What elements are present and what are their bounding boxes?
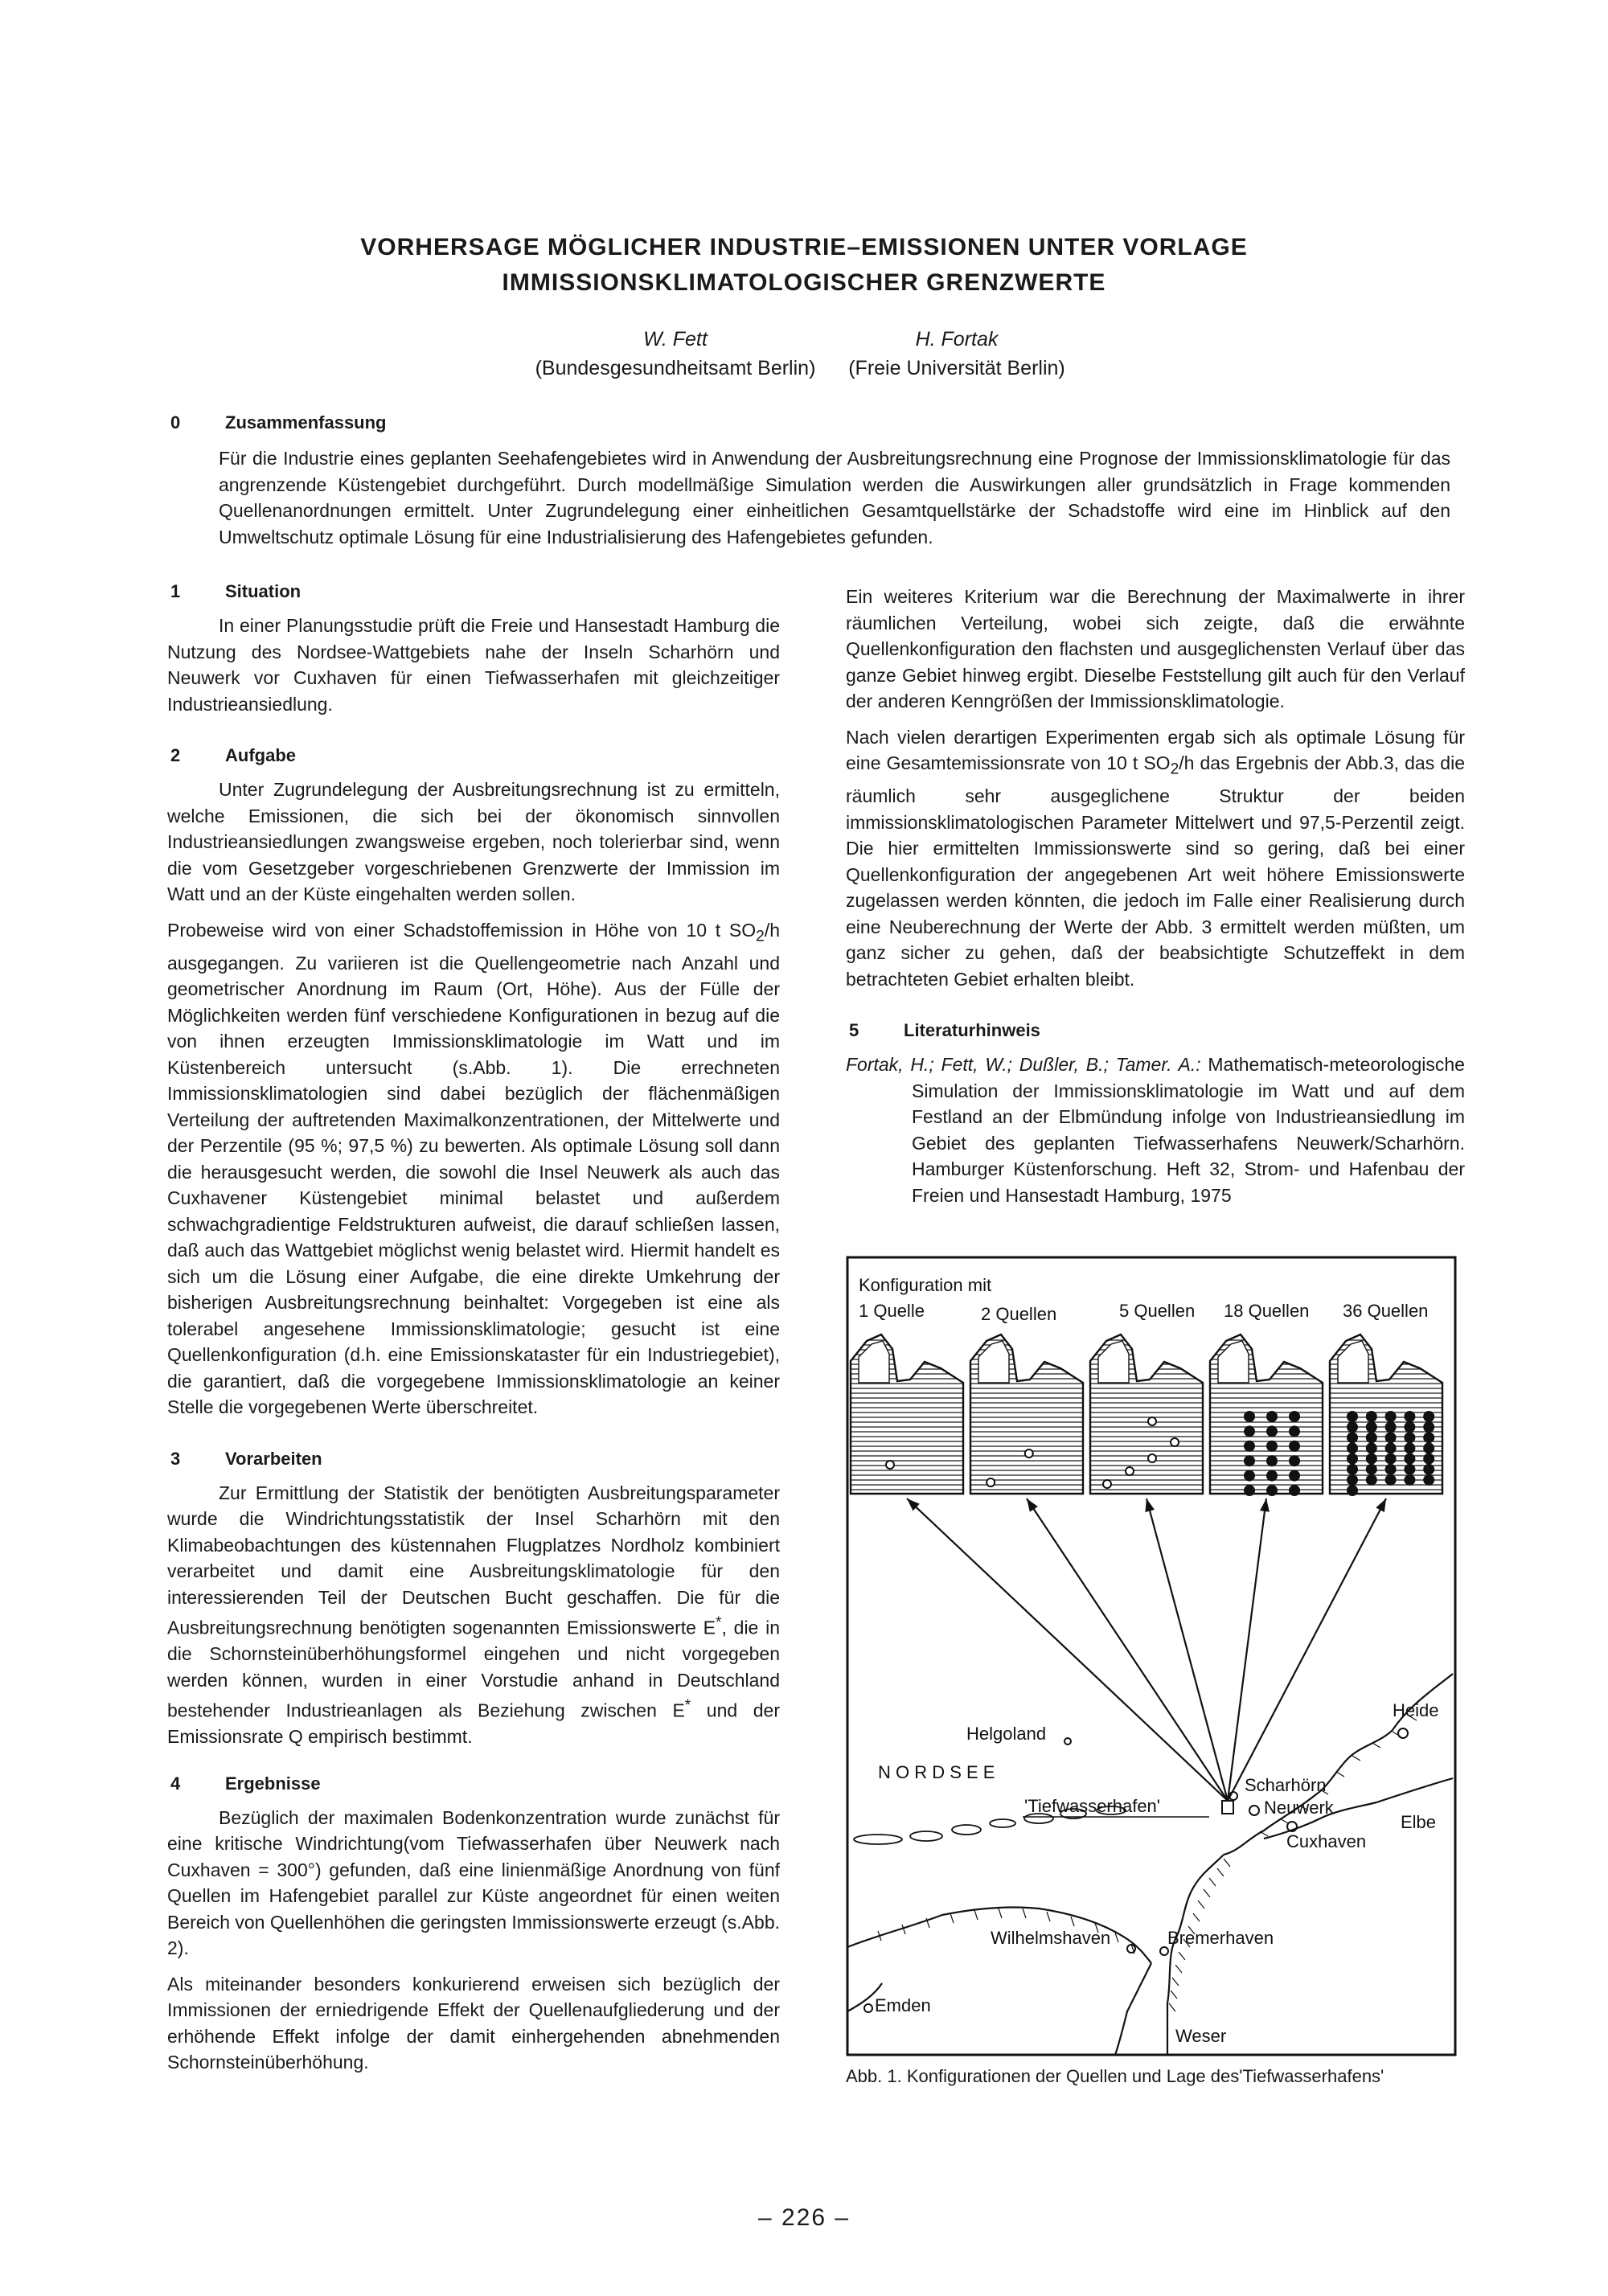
subscript: 2	[1170, 761, 1179, 778]
source-dot	[1424, 1422, 1434, 1432]
label-bremerhaven: Bremerhaven	[1167, 1928, 1274, 1948]
config-panel-1	[851, 1335, 963, 1494]
section-number: 5	[849, 1020, 859, 1041]
abstract-heading	[167, 408, 1450, 437]
arrow-head-2	[1027, 1499, 1038, 1512]
abstract-text: Für die Industrie eines geplanten Seehafengebietes wird in Anwendung der Ausbreitungsrechnung eine Prognose der Immissionsklimatologie für das angrenzende Küstengebiet durchgeführt. Durch modellmäßige Simulation werden die Auswirkungen aller grundsätzlich in Frage kommenden Quellenanordnungen ermittelt. Unter Zugrundelegung einer einheitlichen Gesamtquellstärke der Schadstoffe wird eine im Hinblick auf den Umweltschutz optimale Lösung für eine Industrialisierung des Hafengebietes gefunden.	[219, 448, 1450, 547]
source-dot	[1424, 1465, 1434, 1474]
source-dot	[1367, 1422, 1376, 1432]
config-label-4: 18 Quellen	[1224, 1301, 1310, 1321]
section-number: 3	[170, 1448, 181, 1469]
source-dot	[1245, 1456, 1254, 1466]
reference-authors: Fortak, H.; Fett, W.; Dußler, B.; Tamer. A.:	[846, 1054, 1201, 1076]
config-arrow-3	[1147, 1499, 1228, 1801]
text-run: und der Emissionsrate Q empirisch bestimmt.	[167, 1699, 780, 1748]
figure-caption: Abb. 1. Konfigurationen der Quellen und Lage des'Tiefwasserhafens'	[846, 2066, 1384, 2086]
config-panel-4	[1210, 1335, 1323, 1495]
label-wilhelmshaven: Wilhelmshaven	[991, 1928, 1111, 1948]
config-arrow-5	[1228, 1499, 1386, 1801]
right-column	[846, 584, 1465, 1208]
label-weser: Weser	[1175, 2026, 1227, 2046]
source-dot	[1148, 1417, 1156, 1425]
reference-entry	[846, 1052, 1465, 1208]
section-2-paragraph-2	[167, 917, 780, 1421]
config-arrow-1	[907, 1499, 1228, 1801]
abstract-section	[167, 408, 1450, 550]
source-dot	[1267, 1426, 1277, 1436]
source-dot	[1290, 1441, 1299, 1451]
label-elbe: Elbe	[1401, 1812, 1437, 1832]
configuration-arrows	[907, 1499, 1386, 1801]
source-dot	[1405, 1454, 1414, 1464]
config-arrow-2	[1027, 1499, 1228, 1801]
config-panel-2	[970, 1335, 1083, 1494]
config-panel-3	[1090, 1335, 1203, 1494]
configuration-panels	[851, 1335, 1442, 1495]
label-neuwerk: Neuwerk	[1264, 1798, 1334, 1818]
source-dot	[1405, 1475, 1414, 1485]
source-dot	[1290, 1471, 1299, 1481]
config-label-5: 36 Quellen	[1343, 1301, 1429, 1321]
paper-title	[161, 230, 1447, 301]
section-4-paragraph-4	[846, 724, 1465, 993]
source-dot	[1267, 1441, 1277, 1451]
arrow-head-4	[1260, 1499, 1270, 1512]
section-4-heading	[167, 1769, 780, 1798]
source-dot	[1367, 1465, 1376, 1474]
emden-marker	[864, 2004, 872, 2012]
text-run: /h das Ergebnis der Abb.3, das die räumlich sehr ausgeglichene Struktur der beiden immissionsklimatologischen Parameter Mittelwert und 97,5-Perzentil zeigt. Die hier ermittelten Immissionswerte sind so gering, daß bei einer Quellenkonfiguration der angegebenen Art weit höhere Emissionswerte zugelassen werden könnten, die jedoch im Falle einer Realisierung durch eine Neuberechnung der Werte der Abb. 3 ermittelt werden müßten, um ganz sicher zu gehen, daß der beabsichtigte Schutzeffekt in dem betrachteten Gebiet erhalten bleibt.	[846, 752, 1465, 990]
label-nordsee: N O R D S E E	[878, 1762, 995, 1782]
section-4-paragraph-2: Als miteinander besonders konkurierend erweisen sich bezüglich der Immissionen der erniedrigende Effekt der Quellenaufgliederung und der erhöhende Effekt infolge der damit einhergehenden abnehmenden Schornsteinüberhöhung.	[167, 1973, 780, 2073]
source-dot	[1267, 1412, 1277, 1421]
source-dot	[1424, 1412, 1434, 1421]
source-dot	[1405, 1443, 1414, 1453]
source-dot	[1245, 1412, 1254, 1421]
author-1-affiliation: (Bundesgesundheitsamt Berlin)	[535, 357, 816, 379]
source-dot	[1386, 1422, 1396, 1432]
source-dot	[1424, 1454, 1434, 1464]
helgoland-marker	[1064, 1738, 1071, 1745]
section-3-heading	[167, 1445, 780, 1474]
title-line-2: IMMISSIONSKLIMATOLOGISCHER GRENZWERTE	[502, 269, 1106, 296]
source-dot	[1386, 1433, 1396, 1442]
config-arrow-4	[1228, 1499, 1266, 1801]
source-dot	[1267, 1456, 1277, 1466]
section-title: Zusammenfassung	[225, 412, 387, 433]
section-2-heading	[167, 741, 780, 770]
section-4-paragraph-3: Ein weiteres Kriterium war die Berechnung der Maximalwerte in ihrer räumlichen Verteilung, wobei sich zeigte, daß die erwähnte Quellenkonfiguration den flachsten und ausgeglichensten Verlauf über das ganze Gebiet hinweg ergibt. Dieselbe Feststellung gilt auch für den Verlauf der anderen Kenngrößen der Immissionsklimatologie.	[846, 586, 1465, 711]
source-dot	[1386, 1412, 1396, 1421]
section-number: 2	[170, 745, 181, 765]
source-dot	[987, 1478, 995, 1486]
label-cuxhaven: Cuxhaven	[1286, 1831, 1367, 1851]
source-dot	[1267, 1471, 1277, 1481]
text-run: Nach vielen derartigen Experimenten ergab sich als optimale Lösung für eine Gesamtemissionsrate von 10 t SO	[846, 726, 1465, 773]
author-1-name: W. Fett	[643, 328, 708, 351]
source-dot	[1386, 1465, 1396, 1474]
source-dot	[1424, 1475, 1434, 1485]
section-1-paragraph: In einer Planungsstudie prüft die Freie und Hansestadt Hamburg die Nutzung des Nordsee-Wattgebiets nahe der Inseln Scharhörn und Neuwerk vor Cuxhaven für einen Tiefwasserhafen mit gleichzeitiger Industrieansiedlung.	[167, 615, 780, 715]
page-number: – 226 –	[757, 2204, 851, 2231]
superscript: *	[716, 1614, 722, 1632]
source-dot	[1386, 1454, 1396, 1464]
text-run: Zur Ermittlung der Statistik der benötigten Ausbreitungsparameter wurde die Windrichtungsstatistik der Insel Scharhörn mit den Klimabeobachtungen des küstennahen Flugplatzes Nordholz kombiniert verarbeitet und damit eine Ausbreitungsklimatologie für den interessierenden Teil der Deutschen Bucht geschaffen. Die für die Ausbreitungsrechnung benötigten sogenannten Emissionswerte E	[167, 1482, 780, 1638]
source-dot	[1386, 1475, 1396, 1485]
config-label-3: 5 Quellen	[1119, 1301, 1196, 1321]
author-1	[515, 325, 836, 383]
section-title: Situation	[225, 581, 302, 601]
source-dot	[1367, 1475, 1376, 1485]
source-dot	[1245, 1441, 1254, 1451]
arrow-head-3	[1145, 1499, 1155, 1512]
source-dot	[1126, 1467, 1134, 1475]
label-tiefwasserhafen: 'Tiefwasserhafen'	[1024, 1796, 1160, 1816]
source-dot	[1290, 1426, 1299, 1436]
section-number: 4	[170, 1773, 181, 1794]
source-dot	[1290, 1456, 1299, 1466]
section-title: Literaturhinweis	[904, 1020, 1040, 1041]
wilhelmshaven-marker	[1127, 1945, 1135, 1953]
left-column	[167, 577, 780, 2076]
section-1-heading	[167, 577, 780, 606]
superscript: *	[684, 1697, 691, 1715]
neuwerk-marker	[1249, 1806, 1259, 1815]
label-emden: Emden	[875, 1995, 931, 2015]
source-dot	[1367, 1412, 1376, 1421]
source-dot	[1148, 1454, 1156, 1462]
source-dot	[1348, 1475, 1357, 1485]
config-panel-5	[1330, 1335, 1442, 1495]
source-dot	[1348, 1412, 1357, 1421]
text-run: Probeweise wird von einer Schadstoffemission in Höhe von 10 t SO	[167, 919, 757, 941]
author-2-affiliation: (Freie Universität Berlin)	[848, 357, 1065, 379]
author-2	[836, 325, 1077, 383]
source-dot	[1405, 1422, 1414, 1432]
source-dot	[1245, 1486, 1254, 1495]
source-dot	[1424, 1443, 1434, 1453]
config-label-2: 2 Quellen	[981, 1304, 1057, 1324]
figure-heading: Konfiguration mit	[859, 1275, 992, 1295]
section-title: Aufgabe	[225, 745, 296, 765]
coast-elbe-weser	[1167, 1855, 1227, 2055]
source-dot	[1348, 1454, 1357, 1464]
source-dot	[1348, 1433, 1357, 1442]
source-dot	[1245, 1426, 1254, 1436]
source-dot	[1290, 1412, 1299, 1421]
title-line-1: VORHERSAGE MÖGLICHER INDUSTRIE–EMISSIONEN UNTER VORLAGE	[360, 234, 1248, 260]
source-dot	[1025, 1449, 1033, 1458]
source-dot	[1348, 1465, 1357, 1474]
tiefwasserhafen-marker	[1222, 1801, 1233, 1814]
source-dot	[1405, 1412, 1414, 1421]
source-dot	[1424, 1433, 1434, 1442]
source-dot	[1348, 1443, 1357, 1453]
label-helgoland: Helgoland	[966, 1724, 1047, 1744]
text-run: /h ausgegangen. Zu variieren ist die Quellengeometrie nach Anzahl und geometrischer Anordnung im Raum (Ort, Höhe). Aus der Fülle der Möglichkeiten werden fünf verschiedene Konfigurationen in bezug auf die von ihnen erzeugten Immissionsklimatologie im Watt und im Küstenbereich untersucht (s.Abb. 1). Die errechneten Immissionsklimatologien sind dabei bezüglich der flächenmäßigen Verteilung der auftretenden Maximalkonzentrationen, der Mittelwerte und der Perzentile (95 %; 97,5 %) zu bewerten. Als optimale Lösung soll dann die herausgesucht werden, die sowohl die Insel Neuwerk als auch das Cuxhavener Küstengebiet minimal belastet und außerdem schwachgradientige Feldstrukturen aufweist, die darauf schließen lassen, daß auch das Wattgebiet möglichst wenig belastet wird. Hiermit handelt es sich um die Lösung einer Aufgabe, die eine direkte Umkehrung der bisherigen Ausbreitungsrechnung beinhaltet: Vorgegeben ist eine als tolerabel angesehene Immissionsklimatologie; gesucht ist eine Quellenkonfiguration (d.h. eine Emissionskataster für ein Industriegebiet), die garantiert, daß die vorgegebene Immissionsklimatologie an keiner Stelle die vorgegebenen Werte überschreitet.	[167, 919, 780, 1418]
source-dot	[1367, 1443, 1376, 1453]
source-dot	[1405, 1465, 1414, 1474]
author-2-name: H. Fortak	[915, 328, 999, 351]
label-scharhoern: Scharhörn	[1245, 1775, 1327, 1795]
figure-svg	[846, 1256, 1457, 2056]
section-title: Ergebnisse	[225, 1773, 321, 1794]
section-3-paragraph	[167, 1480, 780, 1750]
section-number: 1	[170, 581, 181, 601]
source-dot	[1367, 1433, 1376, 1442]
text-run: , die in die Schornsteinüberhöhungsformel eingehen und nicht vorgegeben werden können, wurden in einer Vorstudie anhand in Deutschland bestehender Industrieanlagen als Beziehung zwischen E	[167, 1617, 780, 1721]
heide-marker	[1398, 1728, 1408, 1738]
source-dot	[1348, 1486, 1357, 1495]
section-number: 0	[170, 412, 181, 433]
source-dot	[1103, 1480, 1111, 1488]
section-5-heading	[846, 1016, 1465, 1045]
source-dot	[1386, 1443, 1396, 1453]
section-2-paragraph-1: Unter Zugrundelegung der Ausbreitungsrechnung ist zu ermitteln, welche Emissionen, die sich bei der ökonomisch sinnvollen Industrieansiedlungen zwangsweise ergeben, noch tolerierbar sind, wenn die vom Gesetzgeber vorgeschriebenen Grenzwerte der Immission im Watt und an der Küste eingehalten werden sollen.	[167, 779, 780, 904]
source-dot	[1367, 1454, 1376, 1464]
arrow-head-5	[1376, 1499, 1386, 1512]
config-label-1: 1 Quelle	[859, 1301, 925, 1321]
section-4-paragraph-1: Bezüglich der maximalen Bodenkonzentration wurde zunächst für eine kritische Windrichtung(vom Tiefwasserhafen über Neuwerk nach Cuxhaven = 300°) gefunden, daß eine linienmäßige Anordnung von fünf Quellen im Hafengebiet parallel zur Küste angeordnet für einen weiten Bereich von Quellenhöhen die geringsten Immissionswerte erzeugt (s.Abb. 2).	[167, 1806, 780, 1959]
subscript: 2	[756, 928, 765, 945]
coastline	[847, 1674, 1453, 2055]
source-dot	[1171, 1438, 1179, 1446]
source-dot	[1267, 1486, 1277, 1495]
coast-jade	[1115, 1963, 1151, 2055]
source-dot	[1290, 1486, 1299, 1495]
bremerhaven-marker	[1160, 1947, 1168, 1955]
reference-text: Mathematisch-meteorologische Simulation der Immissionsklimatologie im Watt und auf dem Festland an der Elbmündung infolge von Industrieansiedlung im Gebiet des geplanten Tiefwasserhafens Neuwerk/Scharhörn. Hamburger Küstenforschung. Heft 32, Strom- und Hafenbau der Freien und Hansestadt Hamburg, 1975	[912, 1054, 1465, 1206]
coast-ticks	[878, 1716, 1417, 2011]
figure-map	[846, 1256, 1457, 2056]
source-dot	[886, 1461, 894, 1469]
source-dot	[1348, 1422, 1357, 1432]
section-title: Vorarbeiten	[225, 1448, 322, 1469]
source-dot	[1405, 1433, 1414, 1442]
label-heide: Heide	[1393, 1700, 1439, 1720]
source-dot	[1245, 1471, 1254, 1481]
